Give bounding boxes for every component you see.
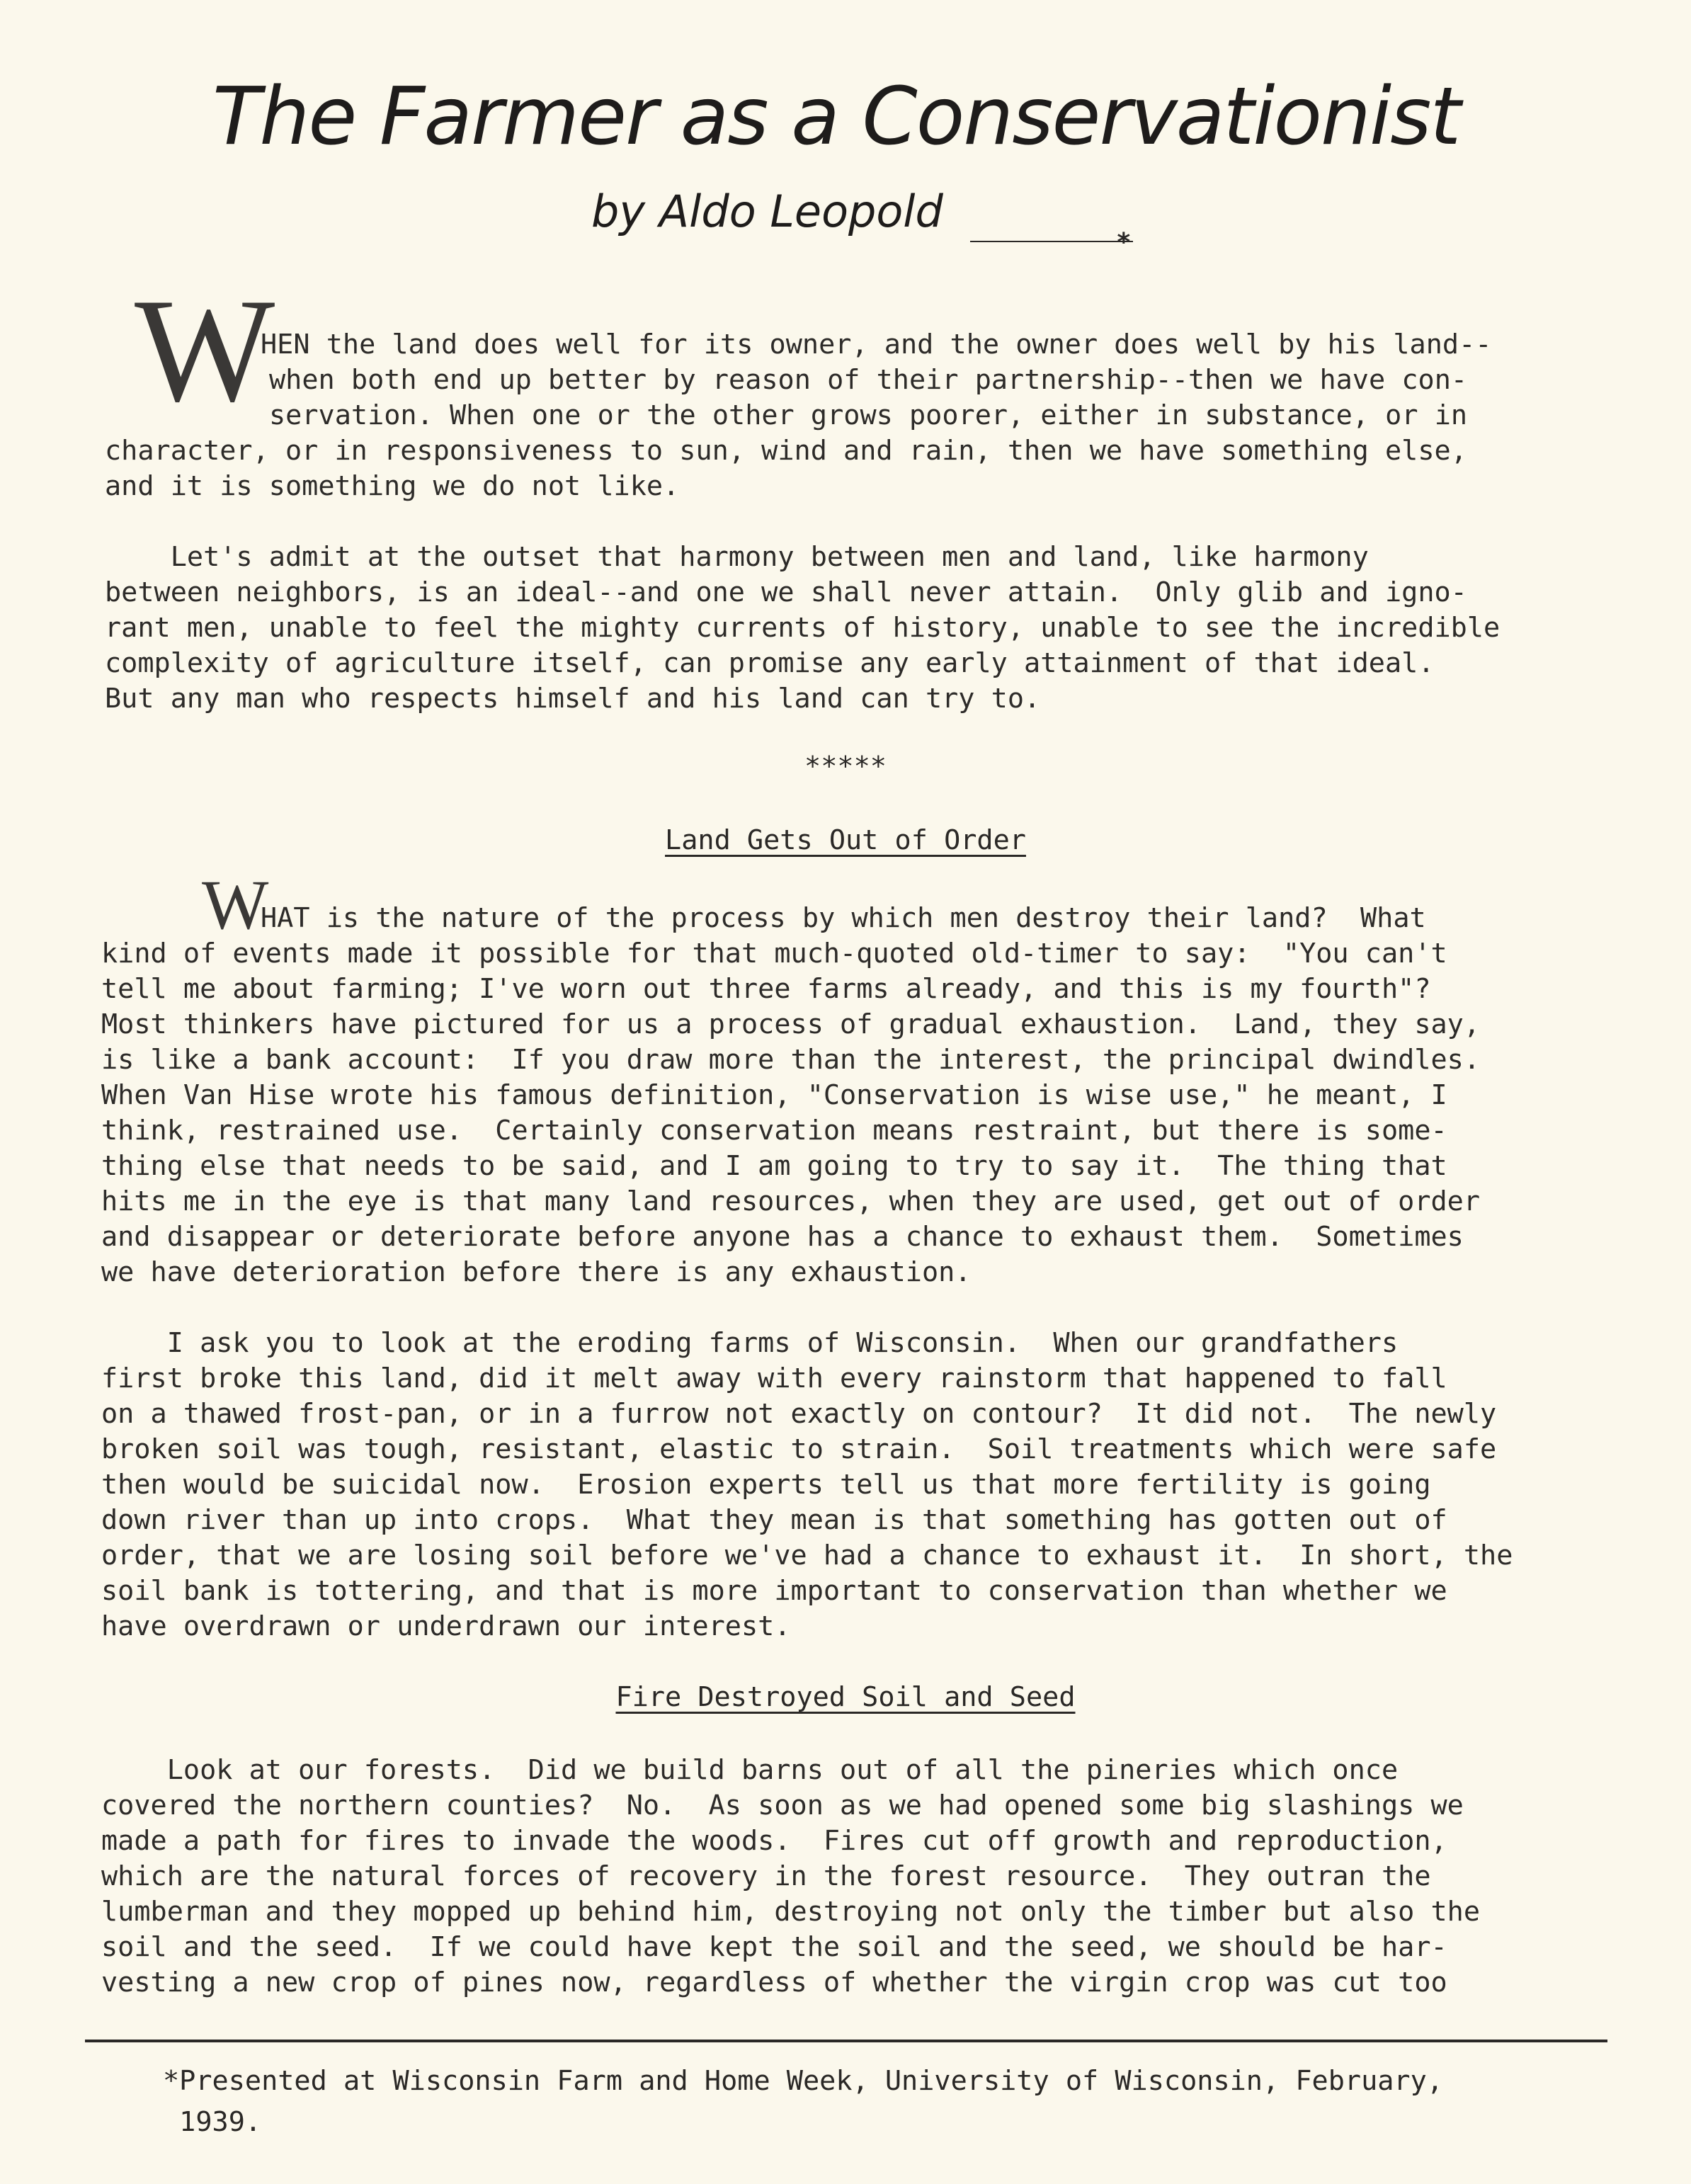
section2-line-4: which are the natural forces of recovery in the forest resource. They outran the — [101, 1860, 1431, 1892]
para2-line-4: complexity of agriculture itself, can promise any early attainment of that ideal. — [105, 647, 1435, 679]
section1-line-9: hits me in the eye is that many land resources, when they are used, get out of order — [101, 1185, 1481, 1217]
para2-line-1: Let's admit at the outset that harmony between men and land, like harmony — [105, 541, 1369, 573]
section1-p2-line-4: broken soil was tough, resistant, elastic to strain. Soil treatments which were safe — [101, 1433, 1497, 1465]
section1-p2-line-1: I ask you to look at the eroding farms of Wisconsin. When our grandfathers — [101, 1327, 1399, 1359]
section1-line-11: we have deterioration before there is any exhaustion. — [101, 1256, 972, 1288]
section2-line-3: made a path for fires to invade the woods. Fires cut off growth and reproduction, — [101, 1825, 1447, 1857]
section1-dropcap: W — [202, 865, 269, 944]
section1-p2-line-2: first broke this land, did it melt away with every rainstorm that happened to fall — [101, 1363, 1447, 1394]
section1-line-7: think, restrained use. Certainly conservation means restraint, but there is some- — [101, 1115, 1447, 1147]
section2-line-5: lumberman and they mopped up behind him, destroying not only the timber but also the — [101, 1896, 1481, 1928]
byline-rule — [970, 241, 1133, 242]
section1-line-8: thing else that needs to be said, and I am going to try to say it. The thing that — [101, 1150, 1447, 1182]
para2-line-2: between neighbors, is an ideal--and one we shall never attain. Only glib and igno- — [105, 576, 1467, 608]
section1-line-10: and disappear or deteriorate before anyone has a chance to exhaust them. Sometimes — [101, 1221, 1464, 1253]
intro-line-4: character, or in responsiveness to sun, wind and rain, then we have something else, — [105, 435, 1467, 467]
section1-p2-line-5: then would be suicidal now. Erosion experts tell us that more fertility is going — [101, 1469, 1431, 1501]
section1-line-3: tell me about farming; I've worn out three farms already, and this is my fourth"? — [101, 973, 1431, 1005]
intro-line-2: when both end up better by reason of their partnership--then we have con- — [269, 364, 1468, 396]
section1-first-line: HAT is the nature of the process by which men destroy their land? What — [261, 902, 1426, 934]
intro-line-5: and it is something we do not like. — [105, 470, 680, 502]
section-heading-fire — [0, 1680, 1691, 1715]
intro-dropcap: W — [135, 268, 275, 433]
section2-line-2: covered the northern counties? No. As soon as we had opened some big slashings we — [101, 1790, 1464, 1821]
section2-line-1: Look at our forests. Did we build barns out of all the pineries which once — [101, 1754, 1399, 1786]
section2-line-6: soil and the seed. If we could have kept the soil and the seed, we should be har- — [101, 1931, 1447, 1963]
intro-line-3: servation. When one or the other grows poorer, either in substance, or in — [269, 399, 1468, 431]
section1-line-4: Most thinkers have pictured for us a process of gradual exhaustion. Land, they say, — [101, 1008, 1481, 1040]
section1-p2-line-3: on a thawed frost-pan, or in a furrow not exactly on contour? It did not. The newly — [101, 1398, 1497, 1430]
section1-p2-line-9: have overdrawn or underdrawn our interest. — [101, 1610, 791, 1642]
intro-line-1: HEN the land does well for its owner, and the owner does well by his land-- — [261, 329, 1492, 360]
para2-line-3: rant men, unable to feel the mighty currents of history, unable to see the incredible — [105, 612, 1501, 644]
section2-line-7: vesting a new crop of pines now, regardless of whether the virgin crop was cut too — [101, 1967, 1447, 1998]
footnote-line-1: *Presented at Wisconsin Farm and Home Week, University of Wisconsin, February, — [163, 2065, 1443, 2097]
section-separator: ***** — [804, 751, 887, 783]
section1-p2-line-8: soil bank is tottering, and that is more important to conservation than whether we — [101, 1575, 1447, 1607]
section-heading-text: Land Gets Out of Order — [665, 824, 1026, 856]
para2-line-5: But any man who respects himself and his land can try to. — [105, 683, 1041, 715]
byline: by Aldo Leopold — [591, 186, 943, 237]
section-heading-land-order — [0, 823, 1691, 858]
footnote-marker: * — [1116, 228, 1132, 257]
section1-p2-line-6: down river than up into crops. What they mean is that something has gotten out of — [101, 1504, 1447, 1536]
document-title: The Farmer as a Conservationist — [212, 71, 1460, 163]
section1-line-2: kind of events made it possible for that much-quoted old-timer to say: "You can't — [101, 938, 1447, 969]
footnote-line-2: 1939. — [163, 2106, 262, 2138]
section1-line-6: When Van Hise wrote his famous definition, "Conservation is wise use," he meant, I — [101, 1079, 1447, 1111]
section1-line-5: is like a bank account: If you draw more than the interest, the principal dwindles. — [101, 1044, 1481, 1076]
section1-p2-line-7: order, that we are losing soil before we've had a chance to exhaust it. In short, the — [101, 1540, 1513, 1571]
section-heading-text: Fire Destroyed Soil and Seed — [615, 1681, 1076, 1713]
footnote-rule — [85, 2040, 1607, 2042]
